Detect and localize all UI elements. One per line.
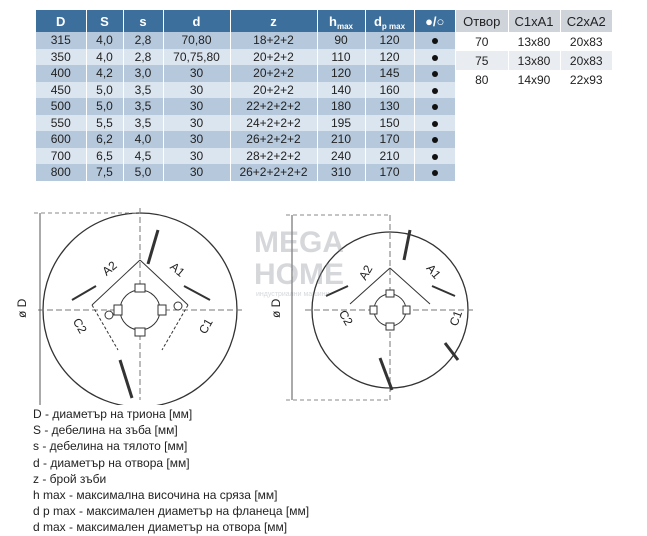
specs-cell: 6,5: [86, 148, 123, 165]
specs-cell: 26+2+2+2+2: [230, 164, 317, 181]
legend-text: - дебелина на зъба [мм]: [41, 423, 178, 438]
specs-cell: 550: [36, 115, 86, 132]
specs-cell: 5,0: [86, 82, 123, 99]
availability-cell: [414, 65, 455, 82]
bore-header-row: [456, 10, 612, 32]
left-blade-figure: [34, 208, 242, 405]
specs-cell: 20+2+2: [230, 49, 317, 66]
specs-cell: 4,2: [86, 65, 123, 82]
specs-cell: 4,0: [86, 49, 123, 66]
watermark-logo: [254, 226, 344, 298]
specs-cell: 450: [36, 82, 86, 99]
bore-header-c1a1: C1xA1: [508, 10, 560, 32]
specs-cell: 70,80: [163, 32, 230, 49]
bore-cell: 13x80: [508, 32, 560, 51]
svg-text:HOME: HOME: [254, 258, 344, 291]
specs-cell: 170: [365, 131, 414, 148]
specs-cell: 210: [317, 131, 365, 148]
bore-row: [456, 32, 612, 51]
specs-cell: 2,8: [123, 49, 163, 66]
availability-cell: [414, 148, 455, 165]
specs-cell: 70,75,80: [163, 49, 230, 66]
header-S: S: [86, 10, 123, 32]
specs-cell: 800: [36, 164, 86, 181]
legend-item: [33, 406, 309, 422]
legend-text: - диаметър на триона [мм]: [41, 407, 193, 421]
available-dot-icon: [432, 170, 438, 176]
svg-text:MEGA: MEGA: [254, 226, 344, 259]
legend-item: [33, 519, 309, 535]
specs-cell: 4,0: [123, 131, 163, 148]
available-dot-icon: [432, 154, 438, 160]
availability-cell: [414, 98, 455, 115]
specs-cell: 145: [365, 65, 414, 82]
specs-cell: 4,0: [86, 32, 123, 49]
header-availability: ●/○: [414, 10, 455, 32]
left-c1-label: C1: [195, 316, 216, 337]
right-c2-label: C2: [335, 307, 356, 328]
right-a1-label: A1: [423, 261, 444, 282]
specs-row: [36, 164, 455, 181]
specs-cell: 30: [163, 82, 230, 99]
specs-cell: 30: [163, 148, 230, 165]
legend-text: - максимална височина на сряза [мм]: [65, 488, 278, 503]
specs-cell: 7,5: [86, 164, 123, 181]
specs-cell: 120: [365, 32, 414, 49]
specs-cell: 600: [36, 131, 86, 148]
header-z: z: [230, 10, 317, 32]
bore-cell: 14x90: [508, 70, 560, 89]
availability-cell: [414, 49, 455, 66]
specs-cell: 400: [36, 65, 86, 82]
specs-cell: 5,5: [86, 115, 123, 132]
specs-cell: 22+2+2+2: [230, 98, 317, 115]
right-diameter-label: ø D: [269, 298, 283, 318]
available-dot-icon: [432, 71, 438, 77]
svg-text:индустриални машини: индустриални машини: [256, 291, 330, 298]
specs-cell: 195: [317, 115, 365, 132]
left-c2-label: C2: [69, 315, 90, 336]
specs-cell: 180: [317, 98, 365, 115]
specs-cell: 30: [163, 98, 230, 115]
right-c1-label: C1: [446, 308, 466, 328]
legend-item: [33, 455, 309, 471]
available-dot-icon: [432, 137, 438, 143]
bore-row: [456, 51, 612, 70]
specs-row: [36, 82, 455, 99]
specs-cell: 26+2+2+2: [230, 131, 317, 148]
left-diameter-label: ø D: [15, 298, 29, 318]
specs-cell: 3,5: [123, 98, 163, 115]
legend-item: [33, 422, 309, 438]
specs-cell: 700: [36, 148, 86, 165]
header-dp-max: $d_{p max}$: [365, 10, 414, 32]
legend-key: D: [33, 407, 42, 421]
bore-cell: 20x83: [560, 32, 612, 51]
bore-header-bore: Отвор: [456, 10, 508, 32]
header-D: D: [36, 10, 86, 32]
specs-cell: 210: [365, 148, 414, 165]
specs-header-row: [36, 10, 455, 32]
specs-cell: 160: [365, 82, 414, 99]
specs-cell: 5,0: [123, 164, 163, 181]
bore-row: [456, 70, 612, 89]
specs-table: [36, 10, 455, 181]
specs-cell: 28+2+2+2: [230, 148, 317, 165]
specs-cell: 3,5: [123, 115, 163, 132]
legend-key: z: [33, 471, 39, 486]
bore-cell: 20x83: [560, 51, 612, 70]
legend-item: [33, 471, 309, 487]
specs-cell: 30: [163, 65, 230, 82]
legend-item: [33, 438, 309, 454]
specs-cell: 20+2+2: [230, 65, 317, 82]
right-a2-label: A2: [355, 262, 376, 283]
legend-text: - максимален диаметър на фланеца [мм]: [75, 504, 310, 519]
specs-row: [36, 49, 455, 66]
legend-text: - брой зъби: [39, 471, 107, 486]
available-dot-icon: [432, 121, 438, 127]
available-dot-icon: [432, 38, 438, 44]
specs-row: [36, 65, 455, 82]
header-h-max: $h_{max}$: [317, 10, 365, 32]
specs-cell: 150: [365, 115, 414, 132]
bore-cell: 80: [456, 70, 508, 89]
specs-cell: 24+2+2+2: [230, 115, 317, 132]
legend-key: d max: [33, 520, 66, 535]
specs-cell: 350: [36, 49, 86, 66]
specs-cell: 110: [317, 49, 365, 66]
specs-cell: 20+2+2: [230, 82, 317, 99]
bore-cell: 70: [456, 32, 508, 51]
specs-cell: 315: [36, 32, 86, 49]
specs-row: [36, 32, 455, 49]
specs-cell: 310: [317, 164, 365, 181]
bore-cell: 13x80: [508, 51, 560, 70]
specs-cell: 3,0: [123, 65, 163, 82]
specs-cell: 18+2+2: [230, 32, 317, 49]
specs-cell: 30: [163, 131, 230, 148]
availability-cell: [414, 131, 455, 148]
specs-cell: 6,2: [86, 131, 123, 148]
specs-cell: 4,5: [123, 148, 163, 165]
specs-row: [36, 98, 455, 115]
specs-row: [36, 148, 455, 165]
legend-text: - максимален диаметър на отвора [мм]: [65, 520, 288, 535]
legend-key: h max: [33, 488, 66, 503]
available-dot-icon: [432, 55, 438, 61]
specs-cell: 140: [317, 82, 365, 99]
specs-cell: 5,0: [86, 98, 123, 115]
legend-key: d p max: [33, 504, 76, 519]
specs-cell: 170: [365, 164, 414, 181]
available-dot-icon: [432, 88, 438, 94]
specs-cell: 240: [317, 148, 365, 165]
legend-key: s: [33, 439, 39, 454]
legend-item: [33, 487, 309, 503]
bore-cell: 22x93: [560, 70, 612, 89]
specs-cell: 120: [317, 65, 365, 82]
specs-cell: 3,5: [123, 82, 163, 99]
availability-cell: [414, 164, 455, 181]
left-a2-label: A2: [99, 258, 120, 279]
legend-item: [33, 503, 309, 519]
header-s: s: [123, 10, 163, 32]
bore-header-c2a2: C2xA2: [560, 10, 612, 32]
left-a1-label: A1: [167, 259, 188, 280]
saw-blade-diagrams: [0, 200, 647, 405]
legend-text: - дебелина на тялото [мм]: [39, 439, 188, 454]
legend: [33, 406, 309, 536]
header-d: d: [163, 10, 230, 32]
specs-cell: 120: [365, 49, 414, 66]
specs-cell: 500: [36, 98, 86, 115]
specs-row: [36, 131, 455, 148]
availability-cell: [414, 32, 455, 49]
bore-table: [456, 10, 612, 89]
specs-cell: 30: [163, 115, 230, 132]
specs-row: [36, 115, 455, 132]
legend-key: d: [33, 455, 40, 470]
availability-cell: [414, 115, 455, 132]
bore-cell: 75: [456, 51, 508, 70]
legend-key: S: [33, 423, 42, 438]
available-dot-icon: [432, 104, 438, 110]
specs-cell: 2,8: [123, 32, 163, 49]
availability-cell: [414, 82, 455, 99]
specs-cell: 90: [317, 32, 365, 49]
legend-text: - диаметър на отвора [мм]: [39, 455, 190, 470]
specs-cell: 130: [365, 98, 414, 115]
specs-cell: 30: [163, 164, 230, 181]
